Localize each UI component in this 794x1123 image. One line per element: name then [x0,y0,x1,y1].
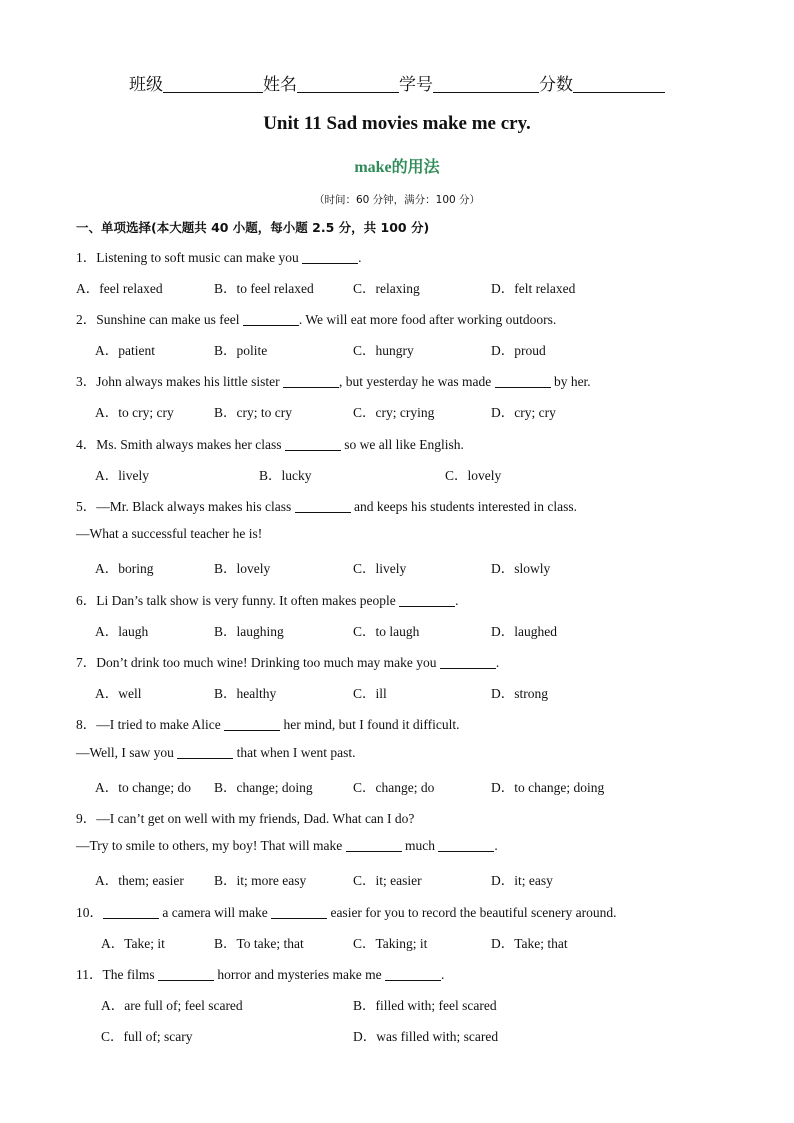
question-text: 6．Li Dan’s talk show is very funny. It often makes people [76,593,400,608]
answer-option[interactable]: B．healthy [214,686,277,701]
answer-option[interactable]: C．lively [353,561,407,576]
question-line [76,433,464,453]
answer-option[interactable]: C．cry; crying [353,405,435,420]
answer-option[interactable]: D．felt relaxed [491,281,576,296]
question-text: —Try to smile to others, my boy! That will make [76,838,346,853]
name-blank [297,74,399,93]
answer-option[interactable]: A．are full of; feel scared [101,998,243,1013]
question-text: . [455,593,459,608]
answer-option[interactable]: C．hungry [353,343,414,358]
class-blank [163,74,263,93]
answer-option[interactable]: B．To take; that [214,936,304,951]
question-text: horror and mysteries make me [214,967,385,982]
answer-blank[interactable] [224,717,280,731]
question-line [76,526,262,542]
score-blank [573,74,665,93]
answer-option[interactable]: B．lucky [259,468,312,483]
answer-option[interactable]: C．lovely [445,468,502,483]
answer-option[interactable]: C．relaxing [353,281,420,296]
answer-blank[interactable] [495,374,551,388]
name-label: 姓名 [263,75,297,95]
question-text: so we all like English. [340,437,464,452]
answer-option[interactable]: B．cry; to cry [214,405,292,420]
question-text: . We will eat more food after working outdoors. [298,312,557,327]
question-text: that when I went past. [233,745,356,760]
question-line [76,589,458,609]
answer-blank[interactable] [399,593,455,607]
answer-blank[interactable] [271,905,327,919]
question-text: . [494,838,498,853]
id-blank [433,74,539,93]
question-text: a camera will make [159,905,272,920]
answer-blank[interactable] [177,745,233,759]
question-text: 3．John always makes his little sister [76,374,283,389]
question-text: her mind, but I found it difficult. [280,717,460,732]
answer-option[interactable]: D．proud [491,343,546,358]
answer-blank[interactable] [283,374,339,388]
answer-option[interactable]: C．Taking; it [353,936,428,951]
answer-option[interactable]: D．cry; cry [491,405,556,420]
answer-blank[interactable] [285,437,341,451]
answer-option[interactable]: A．lively [95,468,149,483]
answer-option[interactable]: B．laughing [214,624,284,639]
page-subtitle [0,154,794,177]
answer-option[interactable]: B．it; more easy [214,873,307,888]
answer-option[interactable]: C．full of; scary [101,1029,193,1044]
class-label: 班级 [129,75,163,95]
answer-option[interactable]: D．Take; that [491,936,568,951]
question-text: 7．Don’t drink too much wine! Drinking too much may make you [76,655,440,670]
question-text: —What a successful teacher he is! [76,526,263,541]
answer-option[interactable]: A．well [95,686,142,701]
answer-blank[interactable] [302,250,358,264]
question-text: 11．The films [76,967,158,982]
answer-option[interactable]: C．it; easier [353,873,422,888]
question-text: 4．Ms. Smith always makes her class [76,437,285,452]
answer-option[interactable]: A．patient [95,343,155,358]
question-line [76,246,361,266]
answer-blank[interactable] [440,655,496,669]
answer-option[interactable]: A．boring [95,561,154,576]
answer-option[interactable]: A．to change; do [95,780,191,795]
answer-blank[interactable] [346,838,402,852]
question-text: much [401,838,439,853]
answer-option[interactable]: A．laugh [95,624,149,639]
question-line [76,838,498,854]
question-text: . [358,250,362,265]
score-label: 分数 [539,75,573,95]
time-info: （时间：60 分钟，满分：100 分） [313,194,481,206]
question-text: . [495,655,500,670]
student-info-header [0,70,794,95]
answer-option[interactable]: A．to cry; cry [95,405,174,420]
question-text: 1．Listening to soft music can make you [76,250,303,265]
section-title: 一、单项选择(本大题共 40 小题，每小题 2.5 分，共 100 分) [76,220,430,235]
answer-option[interactable]: B．filled with; feel scared [353,998,497,1013]
answer-blank[interactable] [385,967,441,981]
answer-option[interactable]: D．it; easy [491,873,553,888]
question-line [76,901,616,921]
answer-blank[interactable] [295,499,351,513]
answer-option[interactable]: A．feel relaxed [76,281,163,296]
question-text: , but yesterday he was made [338,374,495,389]
question-line [76,495,577,515]
answer-blank[interactable] [438,838,494,852]
question-text: by her. [550,374,591,389]
answer-option[interactable]: B．lovely [214,561,271,576]
answer-option[interactable]: C．to laugh [353,624,420,639]
id-label: 学号 [399,75,433,95]
answer-option[interactable]: A．them; easier [95,873,184,888]
question-line [76,308,556,328]
answer-option[interactable]: B．to feel relaxed [214,281,314,296]
subtitle-en: make [354,159,392,176]
answer-blank[interactable] [158,967,214,981]
subtitle-zh: 的用法 [391,157,440,176]
answer-option[interactable]: D．slowly [491,561,551,576]
answer-option[interactable]: A．Take; it [101,936,165,951]
answer-option[interactable]: D．laughed [491,624,557,639]
question-line [76,651,499,671]
page-title: Unit 11 Sad movies make me cry. [263,113,531,134]
answer-option[interactable]: D．strong [491,686,548,701]
question-text: 5．—Mr. Black always makes his class [76,499,295,514]
answer-option[interactable]: C．ill [353,686,387,701]
answer-option[interactable]: D．was filled with; scared [353,1029,499,1044]
answer-option[interactable]: B．polite [214,343,268,358]
question-line [76,807,414,827]
answer-blank[interactable] [103,905,159,919]
question-line [76,370,591,390]
question-line [76,745,356,761]
question-text: 8．—I tried to make Alice [76,717,225,732]
answer-option[interactable]: C．change; do [353,780,435,795]
question-text: . [440,967,445,982]
question-text: easier for you to record the beautiful scenery around. [327,905,617,920]
answer-option[interactable]: D．to change; doing [491,780,605,795]
question-text: 9．—I can’t get on well with my friends, Dad. What can I do? [76,811,415,826]
question-text: 2．Sunshine can make us feel [76,312,243,327]
question-text: 10． [76,905,103,920]
question-text: and keeps his students interested in class. [350,499,578,514]
question-line [76,713,459,733]
question-text: —Well, I saw you [76,745,178,760]
question-line [76,963,444,983]
answer-option[interactable]: B．change; doing [214,780,313,795]
answer-blank[interactable] [243,312,299,326]
